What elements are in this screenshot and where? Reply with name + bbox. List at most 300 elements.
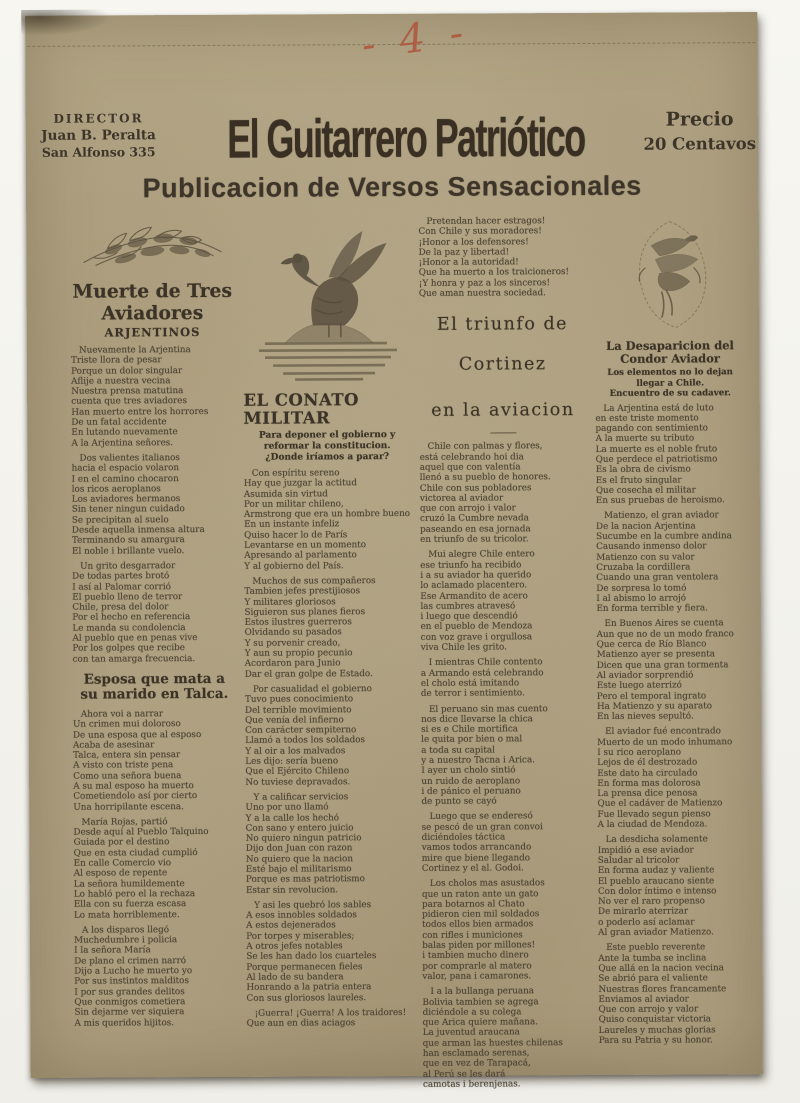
verse-line: Ha Matienzo y su aparato xyxy=(596,701,713,712)
verse-line: que un raton ante un gato xyxy=(421,888,539,900)
verse-line: que con arrojo i valor xyxy=(419,503,516,515)
verse-stanza xyxy=(422,986,590,1090)
verse-line: Al aviador sorprendió xyxy=(596,670,694,681)
verse-line: Matienzo ayer se presenta xyxy=(596,649,716,661)
verse-line: Los cholos mas asustados xyxy=(429,878,545,890)
verse-line: De un fatal accidente xyxy=(71,417,167,428)
verse-line: de terror i sentimiento. xyxy=(420,688,525,700)
verse-line: Dar el gran golpe de Estado. xyxy=(244,668,373,680)
director-block xyxy=(26,111,172,160)
director-name: Juan B. Peralta xyxy=(41,127,156,144)
verse-line: pagando con sentimiento xyxy=(595,423,708,435)
verse-line: Con espíritu sereno xyxy=(251,468,340,479)
verse-line: En Buenos Aires se cuenta xyxy=(604,618,724,630)
verse-line: ese triunfo ha recibido xyxy=(420,559,522,571)
verse-line: Esté bajo el militarismo xyxy=(245,864,352,875)
verse-line: que arman las huestes chilenas xyxy=(422,1037,563,1049)
verse-line: Lo mata horriblemente. xyxy=(73,909,180,921)
verse-line: Armstrong que era un hombre bueno xyxy=(243,509,411,520)
condor-on-rocks-illustration xyxy=(242,217,410,386)
verse-line: Por los golpes que recibe xyxy=(72,643,186,654)
verse-line: A la muerte su tributo xyxy=(595,433,695,445)
verse-line: Hay que juzgar la actitud xyxy=(243,478,357,490)
verse-line: Aflije a nuestra vecina xyxy=(71,376,171,387)
verse-line: A la ciudad de Mendoza. xyxy=(597,819,708,831)
verse-line: cuenta que tres aviadores xyxy=(71,396,188,408)
verse-line: Lejos de él destrozado xyxy=(597,757,698,769)
price-value: 20 Centavos xyxy=(643,134,757,154)
verse-line: el cholo está imitando xyxy=(420,678,520,689)
verse-line: hacia el espacio volaron xyxy=(71,463,180,474)
verse-line: Sin dejarme ver siquiera xyxy=(74,1007,185,1018)
verse-line: vamos todos arrancando xyxy=(421,842,532,854)
verse-line: Acordaron para Junio xyxy=(244,658,341,670)
verse-line: En las nieves sepultó. xyxy=(596,711,694,723)
verse-line: A otros jefes notables xyxy=(246,941,343,952)
publication-subtitle: Publicacion de Versos Sensacionales xyxy=(142,170,642,204)
verse-line: Y al oir a los malvados xyxy=(245,745,346,757)
verse-line: A esos innobles soldados xyxy=(246,910,357,921)
verse-line: valor, pana i camarones. xyxy=(422,971,532,982)
verse-line: Al pueblo que en penas vive xyxy=(72,633,198,644)
verse-stanza xyxy=(422,811,589,874)
article-subheading: Encuentro de su cadaver. xyxy=(609,388,731,399)
verse-line: cruzó la Cumbre nevada xyxy=(419,513,529,525)
verse-line: Saludar al tricolor xyxy=(597,855,680,866)
broadside-paper xyxy=(25,9,763,1090)
verse-article xyxy=(73,672,238,1029)
verse-line: I por sus grandes delitos xyxy=(74,986,185,998)
verse-line: Sin tener ningun cuidado xyxy=(71,504,185,516)
article-subheading: Para deponer el gobierno y reformar la constitucion. xyxy=(258,429,396,452)
verse-line: por comprarle al matero xyxy=(422,960,532,972)
verse-line: Se precipitan al suelo xyxy=(71,514,169,526)
verse-stanza xyxy=(74,925,238,1029)
verse-line: Cruzaba la cordillera xyxy=(596,562,691,573)
verse-line: Que venía del infierno xyxy=(245,715,344,726)
verse-line: Guiada por el destino xyxy=(73,837,170,849)
director-label: DIRECTOR xyxy=(53,111,144,126)
verse-line: está celebrando hoi dia xyxy=(419,451,524,463)
verse-line: Y militares gloriosos xyxy=(244,596,336,608)
verse-line: En sus pruebas de heroismo. xyxy=(595,495,725,507)
verse-line: I su rico aeroplano xyxy=(597,747,682,758)
verse-line: Que cosecha el militar xyxy=(595,485,696,496)
verse-line: Un grito desgarrador xyxy=(80,561,176,572)
verse-line: Por sus instintos malditos xyxy=(74,976,190,988)
verse-line: El noble i brillante vuelo. xyxy=(72,545,185,557)
verse-stanza xyxy=(421,657,588,699)
verse-line: Por el hecho en referencia xyxy=(72,612,191,624)
verse-line: Que ha muerto a los traicioneros! xyxy=(418,267,570,279)
article-heading: Esposa que mata a su marido en Talca. xyxy=(80,670,229,704)
handwritten-page-number: - 4 - xyxy=(358,9,472,69)
column-3 xyxy=(418,216,589,1090)
verse-line: Con dolor íntimo e intenso xyxy=(597,886,717,897)
verse-line: los ricos aeroplanos xyxy=(71,484,161,495)
verse-line: Con carácter sempiterno xyxy=(245,725,357,736)
verse-article xyxy=(418,216,585,299)
verse-line: de punto se cayó xyxy=(421,796,497,808)
heading-divider xyxy=(490,433,516,434)
verse-line: para botarnos al Chato xyxy=(421,899,525,910)
verse-stanza xyxy=(73,709,237,813)
verse-line: Y asi les quebró los sables xyxy=(254,899,372,911)
verse-line: Asumida sin virtud xyxy=(243,488,328,500)
verse-line: Siguieron sus planes fieros xyxy=(244,607,366,618)
verse-line: Este luego aterrizó xyxy=(596,680,682,692)
verse-line: Y a la calle los hechó xyxy=(245,812,340,824)
verse-line: Fue llevado segun pienso xyxy=(597,809,711,820)
verse-line: Dicen que una gran tormenta xyxy=(596,659,729,671)
verse-line: El aviador fué encontrado xyxy=(605,726,721,738)
verse-columns xyxy=(70,215,748,1090)
verse-line: que en vez de Tarapacá, xyxy=(422,1058,531,1070)
verse-line: Ella con su fuerza escasa xyxy=(73,899,187,910)
verse-line: diciéndole a su colega xyxy=(422,1007,522,1018)
verse-line: Muerto de un modo inhumano xyxy=(597,736,733,748)
column-4-articles xyxy=(595,339,749,1046)
price-block xyxy=(641,108,758,154)
verse-line: Cuando una gran ventolera xyxy=(596,572,719,584)
verse-line: Y su porvenir creado, xyxy=(244,638,341,649)
verse-line: Un crimen mui doloroso xyxy=(72,719,181,730)
verse-line: A visto con triste pena xyxy=(73,760,174,772)
publication-title: El Guitarrero Patriótico xyxy=(227,106,586,170)
verse-line: No quiero ningun patricio xyxy=(245,833,362,844)
verse-line: Olvidando su pasados xyxy=(244,627,342,639)
verse-stanza xyxy=(245,792,413,896)
verse-line: Aun que no de un modo franco xyxy=(596,628,734,640)
verse-line: en el pueblo de Mendoza xyxy=(420,621,533,633)
verse-line: Causando inmenso dolor xyxy=(596,541,707,553)
verse-line: aquel que con valentía xyxy=(419,462,521,473)
verse-line: ¡Honor a la autoridad! xyxy=(418,257,519,269)
verse-line: I ayer un cholo sintió xyxy=(421,765,516,777)
verse-line: un ruido de aeroplano xyxy=(421,775,521,787)
verse-line: Por un militar chileno, xyxy=(243,499,344,510)
verse-line: Cortinez y el al. Godoi. xyxy=(421,863,524,874)
verse-line: paseando en esa jornada xyxy=(420,524,531,535)
verse-line: Al lado de su bandera xyxy=(246,972,344,983)
verse-line: Laureles y muchas glorias xyxy=(598,1025,716,1036)
verse-line: Muchos de sus compañeros xyxy=(252,576,376,587)
verse-line: I a la bullanga peruana xyxy=(430,986,535,998)
verse-line: se pescó de un gran convoi xyxy=(421,821,543,833)
verse-line: Pero el temporal ingrato xyxy=(596,690,707,702)
verse-line: A estos dejenerados xyxy=(246,920,336,932)
verse-line: Se les han dado los cuarteles xyxy=(246,951,377,963)
verse-stanza xyxy=(244,468,412,572)
verse-line: Le manda su condolencia xyxy=(72,622,186,634)
masthead xyxy=(26,104,758,170)
verse-line: Que el cadáver de Matienzo xyxy=(597,798,723,810)
verse-line: I mientras Chile contento xyxy=(428,657,543,669)
verse-line: Pretendan hacer estragos! xyxy=(426,216,546,227)
verse-stanza xyxy=(72,561,236,665)
verse-line: Para su Patria y su honor. xyxy=(598,1035,713,1046)
verse-line: María Rojas, partió xyxy=(81,817,168,828)
verse-line: Al gran aviador Matienzo. xyxy=(598,927,714,938)
floral-spray-ornament-icon xyxy=(70,218,233,281)
verse-line: Luego que se enderesó xyxy=(429,811,533,823)
verse-line: Chile con sus pobladores xyxy=(419,482,532,494)
article-heading: en la aviacion xyxy=(431,400,575,422)
verse-line: En forma terrible y fiera. xyxy=(596,603,709,615)
verse-line: Muchedumbre i policia xyxy=(74,935,178,946)
verse-line: En forma audaz y valiente xyxy=(597,865,715,877)
verse-line: Que aman nuestra sociedad. xyxy=(418,288,546,299)
verse-line: La muerte es el noble fruto xyxy=(595,443,718,455)
article-heading: EL CONATO MILITAR xyxy=(243,390,360,428)
verse-line: De una esposa que al esposo xyxy=(72,729,202,741)
verse-line: Que con arrojo y valor xyxy=(598,1004,699,1016)
column-2-articles xyxy=(243,391,413,1029)
verse-stanza xyxy=(73,817,237,921)
verse-line: Del terrible movimiento xyxy=(245,704,352,716)
verse-stanza xyxy=(597,727,747,831)
article-heading: La Desaparicion del Condor Aviador xyxy=(606,338,734,366)
verse-line: Impidió a ese aviador xyxy=(597,845,694,856)
verse-line: al Perú se les dará xyxy=(422,1069,506,1080)
director-address: San Alfonso 335 xyxy=(41,144,156,160)
column-1 xyxy=(70,218,238,1070)
verse-line: Acaba de asesinar xyxy=(73,740,155,751)
verse-line: No tuviese depravados. xyxy=(245,776,351,788)
verse-stanza xyxy=(422,878,590,982)
verse-stanza xyxy=(421,703,589,807)
verse-line: a Armando está celebrando xyxy=(420,667,544,679)
verse-line: Matienzo, el gran aviador xyxy=(603,510,719,522)
verse-line: Quiso conquistar victoria xyxy=(598,1014,712,1026)
verse-line: i luego que descendió xyxy=(420,611,518,622)
column-4 xyxy=(594,215,748,1067)
verse-line: Mui alegre Chile entero xyxy=(428,549,535,561)
verse-line: Desde aquí al Pueblo Talquino xyxy=(73,827,209,838)
verse-line: Les dijo: sería bueno xyxy=(245,756,339,767)
price-label: Precio xyxy=(665,108,734,131)
verse-line: Con sano y entero juicio xyxy=(245,823,354,834)
verse-line: Como una señora buena xyxy=(73,770,182,782)
verse-line: Y a calificar servicios xyxy=(253,792,349,803)
verse-line: De la paz y libertad! xyxy=(418,247,510,258)
verse-stanza xyxy=(246,900,414,1004)
verse-article xyxy=(243,391,413,1029)
verse-line: Enviamos al aviador xyxy=(598,994,689,1005)
verse-line: mire que biene llegando xyxy=(421,852,531,864)
verse-line: Honrando a la patria entera xyxy=(246,982,372,994)
verse-line: y a nuestro Tacna i Arica. xyxy=(421,755,535,766)
verse-line: en este triste momento xyxy=(595,413,699,424)
article-subheading: Los elementos no lo dejan llegar a Chile. xyxy=(607,367,733,389)
verse-line: Bolivia tambien se agrega xyxy=(422,996,539,1008)
verse-line: Levantarse en un momento xyxy=(244,540,367,551)
verse-line: En lutando nuevamente xyxy=(71,427,178,439)
verse-article xyxy=(595,339,749,1046)
verse-line: balas piden por millones! xyxy=(422,940,536,951)
flying-condor-illustration xyxy=(594,215,745,336)
verse-line: Una horripilante escena. xyxy=(73,801,184,813)
verse-line: Que perdece el patriotismo xyxy=(595,454,718,465)
verse-line: i de pánico el peruano xyxy=(421,786,521,797)
verse-line: Triste llora de pesar xyxy=(71,355,162,366)
verse-line: i tambien mucho dinero xyxy=(422,950,529,962)
verse-stanza xyxy=(420,549,588,653)
verse-line: Nuestras flores francamente xyxy=(598,983,727,995)
column-2 xyxy=(242,217,413,1069)
verse-line: La juventud araucana xyxy=(422,1027,520,1039)
verse-stanza xyxy=(244,576,412,680)
verse-line: De sorpresa lo tomó xyxy=(596,583,687,594)
verse-line: A mis queridos hijitos. xyxy=(74,1017,175,1029)
column-1-articles xyxy=(71,280,238,1029)
verse-line: Chile, presa del dolor xyxy=(72,602,169,613)
verse-line: Quiso hacer lo de París xyxy=(244,530,348,541)
verse-line: Dijo a Lucho he muerto yo xyxy=(74,966,193,977)
verse-line: I así al Palomar corrió xyxy=(72,581,171,593)
verse-stanza xyxy=(245,684,413,788)
verse-line: La Arjentina está de luto xyxy=(603,402,714,414)
verse-line: le quita por bien o mal xyxy=(421,734,523,746)
verse-line: Estos ilustres guerreros xyxy=(244,617,352,628)
verse-line: Porque es mas patriotismo xyxy=(245,874,365,886)
verse-line: Que el Ejército Chileno xyxy=(245,766,350,778)
verse-line: Que allá en la nacion vecina xyxy=(598,963,724,974)
verse-line: Talca, entera sin pensar xyxy=(73,750,181,761)
verse-line: El pueblo araucano siente xyxy=(597,875,715,887)
verse-stanza xyxy=(595,403,745,507)
verse-line: Sucumbe en la cumbre andina xyxy=(596,531,732,543)
verse-line: De la nacion Arjentina xyxy=(595,521,696,532)
article-subheading: ARJENTINOS xyxy=(104,325,201,340)
verse-line: Llamó a todos los soldados xyxy=(245,735,366,747)
verse-stanza xyxy=(247,1008,414,1029)
verse-line: i a su aviador ha querido xyxy=(420,570,532,581)
verse-line: La prensa dice penosa xyxy=(597,788,698,800)
verse-line: han esclamado serenas, xyxy=(422,1048,530,1059)
verse-stanza xyxy=(71,345,235,449)
verse-stanza xyxy=(418,216,585,299)
verse-line: con rifles i municiones xyxy=(422,930,523,941)
verse-line: Ese Armandito de acero xyxy=(420,590,528,602)
verse-line: Con sus gloriosos laureles. xyxy=(246,992,367,1004)
verse-line: En forma mas dolorosa xyxy=(597,778,701,789)
verse-line: Tambien jefes prestijiosos xyxy=(244,586,361,598)
verse-line: o poderlo así aclamar xyxy=(598,917,695,928)
verse-line: Dijo don Juan con razon xyxy=(245,843,353,855)
verse-line: ¡Honor a los defensores! xyxy=(418,236,529,248)
verse-line: victorea al aviador xyxy=(419,493,504,504)
verse-line: Matienzo con su valor xyxy=(596,552,695,563)
verse-line: A la Arjentina señores. xyxy=(71,437,174,449)
article-subheading: ¿Donde iríamos a parar? xyxy=(265,452,390,463)
article-heading: Muerte de Tres Aviadores xyxy=(72,279,233,325)
verse-line: Porque un dolor singular xyxy=(71,365,183,377)
verse-line: En calle Comercio vio xyxy=(73,858,172,869)
verse-line: Lo habló pero el la rechaza xyxy=(73,888,196,900)
verse-line: En un instante infeliz xyxy=(244,519,340,531)
verse-line: lo aclamado placentero. xyxy=(420,580,528,592)
verse-line: que Arica quiere mañana. xyxy=(422,1017,539,1028)
verse-line: Terminando su amargura xyxy=(71,535,185,547)
verse-line: Por torpes y miserables; xyxy=(246,930,355,942)
verse-line: llenó a su pueblo de honores. xyxy=(419,472,551,484)
verse-stanza xyxy=(598,942,748,1046)
verse-line: con tan amarga frecuencia. xyxy=(72,653,196,665)
verse-line: No ver el raro propenso xyxy=(597,896,705,908)
verse-line: Ante la tumba se inclina xyxy=(598,953,707,964)
verse-line: con voz grave i orgullosa xyxy=(420,631,533,643)
verse-stanza xyxy=(596,511,746,615)
title-wrap xyxy=(177,105,635,170)
verse-line: Este dato ha circulado xyxy=(597,768,698,779)
verse-line: Se abrió para el valiente xyxy=(598,973,708,985)
verse-line: en triunfo de su tricolor. xyxy=(420,534,529,545)
verse-stanza xyxy=(72,453,236,557)
verse-line: De todas partes brotó xyxy=(72,571,170,582)
article-heading: El triunfo de Cortinez xyxy=(436,314,569,376)
verse-stanza xyxy=(598,835,748,939)
verse-line: Y al gobierno del País. xyxy=(244,560,344,572)
verse-line: I la señora María xyxy=(74,945,151,957)
verse-line: a toda su capital xyxy=(421,745,495,756)
verse-line: Que en esta ciudad cumplió xyxy=(73,847,198,859)
verse-line: Que aun en dias aciagos xyxy=(246,1018,356,1029)
verse-line: De plano el crimen narró xyxy=(74,955,187,967)
verse-line: Chile con palmas y flores, xyxy=(427,441,543,453)
verse-line: Los aviadores hermanos xyxy=(71,494,181,505)
verse-line: ¡Y honra y paz a los sinceros! xyxy=(418,277,551,289)
verse-line: ¡Guerra! ¡Guerra! A los traidores! xyxy=(254,1007,407,1019)
verse-line: De mirarlo aterrizar xyxy=(598,906,689,918)
verse-line: todos ellos bien armados xyxy=(422,919,534,931)
corner-shadow xyxy=(21,9,111,35)
verse-line: La desdicha solamente xyxy=(605,834,708,846)
verse-line: si es e Chile mortifica xyxy=(421,724,519,735)
verse-line: El peruano sin mas cuento xyxy=(428,703,548,715)
verse-line: Dos valientes italianos xyxy=(79,453,180,464)
verse-article xyxy=(71,280,236,665)
verse-line: Con Chile y sus moradores! xyxy=(418,226,542,238)
verse-line: A los disparos llegó xyxy=(81,925,170,936)
verse-line: Apresando al parlamento xyxy=(244,550,357,562)
verse-line: Estar sin revolucion. xyxy=(245,884,339,896)
verse-line: Por casualidad el gobierno xyxy=(252,684,372,695)
verse-line: Tuvo pues conocimiento xyxy=(244,694,354,706)
verse-line: A su mal esposo ha muerto xyxy=(73,781,194,792)
verse-line: Porque permanecen fieles xyxy=(246,961,363,973)
verse-line: pidieron cien mil soldados xyxy=(422,909,540,920)
column-3-articles xyxy=(418,216,590,1090)
verse-stanza xyxy=(597,619,747,723)
verse-line: Han muerto entre los horrores xyxy=(71,406,209,418)
verse-stanza xyxy=(420,441,588,545)
verse-line: camotas i berenjenas. xyxy=(422,1079,521,1090)
verse-line: El pueblo lleno de terror xyxy=(72,591,183,603)
verse-line: diciéndoles táctica xyxy=(421,832,506,843)
verse-line: Nuestra prensa matutina xyxy=(71,386,184,397)
verse-line: Ahora voi a narrar xyxy=(80,709,164,720)
verse-line: I en el camino chocaron xyxy=(71,473,179,485)
verse-line: Y aun su propio pecunio xyxy=(244,648,353,659)
verse-line: Que conmigos cometiera xyxy=(74,997,186,1008)
verse-line: No quiero que la nacion xyxy=(245,853,354,865)
verse-article xyxy=(419,304,590,1090)
verse-line: Nuevamente la Arjentina xyxy=(78,345,191,356)
verse-line: La señora humildemente xyxy=(73,878,185,890)
verse-line: Es la obra de civismo xyxy=(595,464,691,476)
verse-line: nos dice llevarse la chica xyxy=(421,714,533,725)
